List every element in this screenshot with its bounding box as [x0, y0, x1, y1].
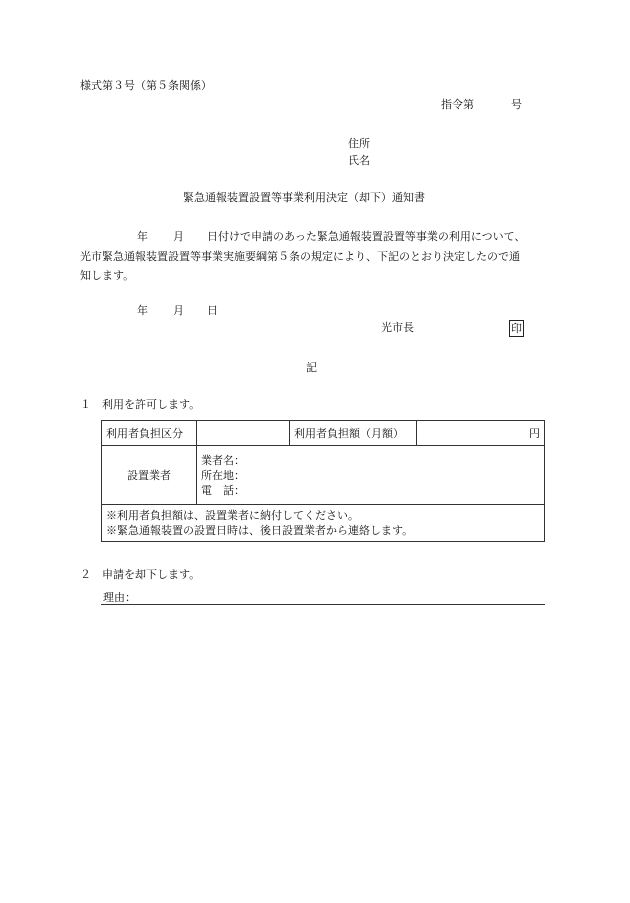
item2-text: 申請を却下します。	[102, 568, 201, 581]
body-line-3: 知します。	[80, 269, 135, 282]
installer-label: 設置業者	[102, 446, 197, 505]
name-label: 氏名	[348, 154, 370, 167]
table-row	[102, 446, 545, 505]
ki-label: 記	[306, 361, 317, 374]
approval-table	[101, 420, 545, 542]
amount-unit: 円	[529, 426, 540, 440]
body-date-month: 月	[173, 230, 184, 243]
body-line-2: 光市緊急通報装置設置等事業実施要綱第５条の規定により、下記のとおり決定したので通	[80, 250, 520, 263]
mayor-label: 光市長	[381, 321, 414, 334]
amount-value	[417, 421, 545, 446]
shirei-label: 指令第	[441, 98, 474, 111]
issue-date-year: 年	[137, 304, 148, 317]
issue-date-month: 月	[173, 304, 184, 317]
installer-details	[197, 446, 545, 505]
address-label: 住所	[348, 137, 370, 150]
issue-date-day: 日	[207, 304, 218, 317]
location-label: 所在地：	[201, 468, 245, 482]
form-number: 様式第３号（第５条関係）	[80, 79, 212, 92]
item2-number: ２	[80, 568, 91, 581]
go-label: 号	[511, 98, 522, 111]
note-2: ※緊急通報装置の設置日時は、後日設置業者から連絡します。	[106, 524, 414, 537]
item1-text: 利用を許可します。	[102, 398, 201, 411]
seal-mark: 印	[511, 322, 522, 335]
table-row	[102, 421, 545, 446]
company-label: 業者名：	[201, 453, 245, 467]
body-line-1: 日付けで申請のあった緊急通報装置設置等事業の利用について、	[207, 230, 526, 243]
amount-label: 利用者負担額（月額）	[290, 421, 417, 446]
note-1: ※利用者負担額は、設置業者に納付してください。	[106, 509, 359, 522]
phone-label: 電 話：	[201, 483, 245, 497]
table-row	[102, 505, 545, 542]
reason-underline	[101, 604, 545, 605]
reason-label: 理由：	[103, 591, 136, 604]
body-date-year: 年	[137, 230, 148, 243]
notes-cell	[102, 505, 545, 542]
category-value	[197, 421, 290, 446]
category-label: 利用者負担区分	[102, 421, 197, 446]
item1-number: １	[80, 398, 91, 411]
document-title: 緊急通報装置設置等事業利用決定（却下）通知書	[183, 191, 425, 204]
